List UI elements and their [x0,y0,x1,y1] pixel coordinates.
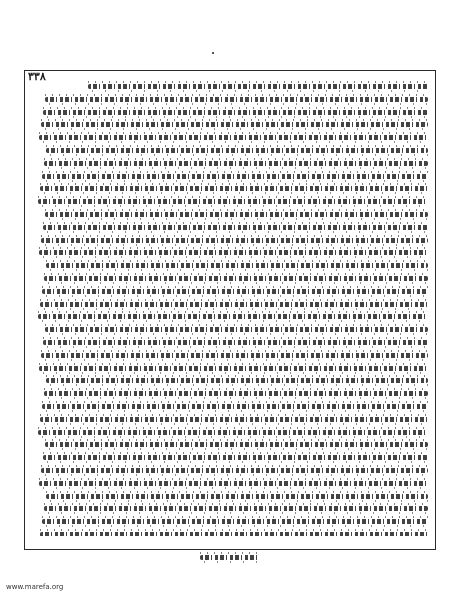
manuscript-ink [44,391,428,396]
catchword-ink [200,555,260,560]
manuscript-ink [39,250,428,255]
manuscript-line [32,195,428,208]
manuscript-ink [40,417,428,422]
manuscript-ink [40,532,428,536]
manuscript-line [32,310,428,323]
manuscript-ink [45,442,428,447]
manuscript-ink [46,378,428,383]
manuscript-line [32,400,428,413]
manuscript-line [32,285,428,298]
manuscript-ink [42,519,428,524]
manuscript-text-block [32,80,428,536]
manuscript-line [32,336,428,349]
manuscript-ink [44,506,428,511]
manuscript-line [32,323,428,336]
manuscript-line [32,515,428,528]
manuscript-line [32,374,428,387]
footer-catchword [200,555,260,563]
manuscript-ink [45,97,428,102]
manuscript-ink [46,494,428,499]
manuscript-line [32,131,428,144]
manuscript-line [32,298,428,311]
manuscript-ink [43,225,428,230]
manuscript-line [32,349,428,362]
manuscript-line [32,490,428,503]
manuscript-ink [38,314,428,319]
manuscript-line [32,144,428,157]
manuscript-line [32,426,428,439]
manuscript-ink [41,353,428,358]
manuscript-line [32,387,428,400]
manuscript-line [32,451,428,464]
manuscript-ink [41,238,428,243]
manuscript-line [32,246,428,259]
manuscript-ink [41,122,428,127]
manuscript-ink [40,186,428,191]
manuscript-ink [45,212,428,217]
manuscript-line [32,170,428,183]
manuscript-ink [44,161,428,166]
manuscript-line [32,464,428,477]
manuscript-line [32,106,428,119]
manuscript-line [32,272,428,285]
manuscript-ink [40,302,428,307]
manuscript-ink [39,366,428,371]
manuscript-line [32,413,428,426]
manuscript-line [32,234,428,247]
manuscript-line [32,362,428,375]
manuscript-line [32,221,428,234]
manuscript-ink [39,481,428,486]
manuscript-ink [43,340,428,345]
manuscript-ink [43,455,428,460]
manuscript-line [32,118,428,131]
manuscript-ink [45,327,428,332]
manuscript-ink [39,135,428,140]
manuscript-line [32,502,428,515]
manuscript-ink [42,289,428,294]
manuscript-ink [42,174,428,179]
manuscript-ink [41,468,428,473]
manuscript-ink [46,263,428,268]
manuscript-ink [88,84,428,89]
manuscript-line [32,477,428,490]
manuscript-line [32,438,428,451]
manuscript-ink [38,199,428,204]
manuscript-ink [44,276,428,281]
manuscript-line [32,528,428,536]
manuscript-line [32,208,428,221]
page-mark-dot [212,52,214,54]
site-watermark: www.marefa.org [6,583,64,591]
manuscript-ink [46,148,428,153]
manuscript-ink [43,110,428,115]
manuscript-line [32,93,428,106]
manuscript-line [32,259,428,272]
page-number: ٣٣٨ [28,70,46,83]
manuscript-line [32,182,428,195]
manuscript-ink [42,404,428,409]
manuscript-ink [38,430,428,435]
manuscript-line [32,157,428,170]
manuscript-line [32,80,428,93]
